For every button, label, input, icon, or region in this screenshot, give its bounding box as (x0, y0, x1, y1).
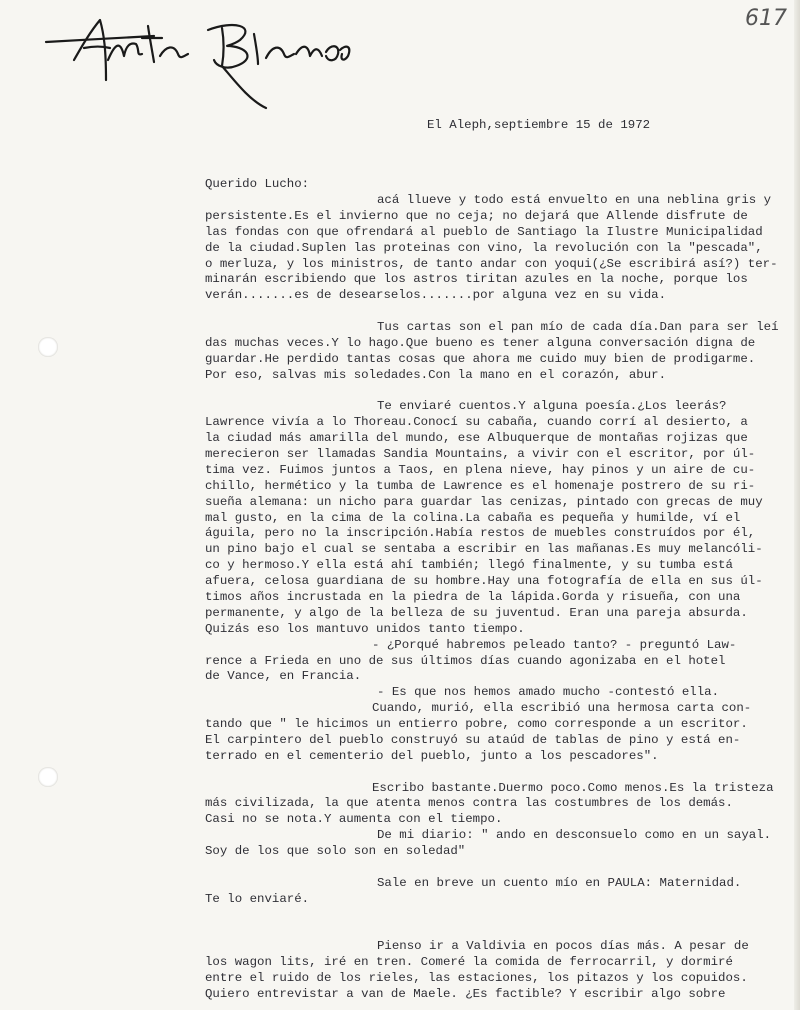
letter-line: Pienso ir a Valdivia en pocos días más. A pesar de (377, 939, 749, 954)
letter-line: El carpintero del pueblo construyó su ataúd de tablas de pino y está en- (205, 732, 741, 747)
letter-line: Te enviaré cuentos.Y alguna poesía.¿Los leerás? (377, 399, 727, 414)
letter-line: co y hermoso.Y ella está ahí también; llegó finalmente, y su tumba está (205, 558, 733, 573)
letter-line: Lawrence vivía a lo Thoreau.Conocí su cabaña, cuando corrí al desierto, a (205, 415, 748, 430)
letter-line: Por eso, salvas mis soledades.Con la mano en el corazón, abur. (205, 367, 667, 382)
binder-hole-bottom (38, 767, 58, 787)
letter-line: de Vance, en Francia. (205, 669, 362, 684)
letter-line: de la ciudad.Suplen las proteinas con vino, la revolución con la "pescada", (205, 240, 763, 255)
letter-line: Quizás eso los mantuvo unidos tanto tiempo. (205, 621, 525, 636)
letter-line: águila, pero no la inscripción.Había restos de muebles construídos por él, (205, 526, 756, 541)
letter-line: entre el ruido de los rieles, las estaciones, los pitazos y los copuidos. (205, 971, 748, 986)
letter-line: Sale en breve un cuento mío en PAULA: Maternidad. (377, 875, 742, 890)
page-number: 617 (745, 6, 787, 31)
letter-line: tando que " le hicimos un entierro pobre, como corresponde a un escritor. (205, 717, 748, 732)
letter-line: mal gusto, en la cima de la colina.La cabaña es pequeña y humilde, ví el (205, 510, 741, 525)
letter-line: más civilizada, la que atenta menos contra las costumbres de los demás. (205, 796, 733, 811)
letter-line: - ¿Porqué habremos peleado tanto? - preguntó Law- (372, 637, 737, 652)
letter-line: afuera, celosa guardiana de su hombre.Hay una fotografía de ella en sus úl- (205, 574, 763, 589)
letter-line: Quiero entrevistar a van de Maele. ¿Es factible? Y escribir algo sobre (205, 987, 726, 1001)
letter-line: - Es que nos hemos amado mucho -contestó ella. (377, 685, 720, 700)
letter-line: la ciudad más amarilla del mundo, ese Albuquerque de montañas rojizas que (205, 431, 748, 446)
letter-line: sueña alemana: un nicho para guardar las cenizas, pintado con grecas de muy (205, 494, 763, 509)
letter-line: terrado en el cementerio del pueblo, junto a los pescadores". (205, 748, 659, 763)
letter-line: chillo, hermético y la tumba de Lawrence es el homenaje postrero de su ri- (205, 478, 756, 493)
letter-line: Cuando, murió, ella escribió una hermosa carta con- (372, 701, 752, 716)
letter-line: guardar.He perdido tantas cosas que ahora me cuido muy bien de prodigarme. (205, 351, 756, 366)
letter-line: timos años incrustada en la piedra de la lápida.Gorda y risueña, con una (205, 590, 741, 604)
letter-line: Tus cartas son el pan mío de cada día.Dan para ser leí (377, 320, 779, 335)
letter-line: Te lo enviaré. (205, 891, 310, 906)
letter-line: los wagon lits, iré en tren. Comeré la comida de ferrocarril, y dormiré (205, 955, 733, 970)
letter-line: o merluza, y los ministros, de tanto andar con yoqui(¿Se escribirá así?) ter- (205, 256, 778, 271)
letter-line: das muchas veces.Y lo hago.Que bueno es tener alguna conversación digna de (205, 335, 756, 350)
letter-line: persistente.Es el invierno que no ceja; no dejará que Allende disfrute de (205, 208, 748, 223)
handwritten-signature (44, 10, 354, 110)
salutation: Querido Lucho: (205, 177, 310, 191)
letter-line: De mi diario: " ando en desconsuelo como en un sayal. (377, 828, 772, 843)
letter-line: rence a Frieda en uno de sus últimos días cuando agonizaba en el hotel (205, 653, 726, 668)
letter-line: Soy de los que solo son en soledad" (205, 844, 466, 859)
letter-line: Casi no se nota.Y aumenta con el tiempo. (205, 812, 503, 827)
letter-line: merecieron ser llamadas Sandia Mountains, a vivir con el escritor, por úl- (205, 447, 756, 462)
binder-hole-top (38, 337, 58, 357)
letter-line: verán.......es de desearselos.......por alguna vez en su vida. (205, 288, 667, 303)
letter-line: un pino bajo el cual se sentaba a escribir en las mañanas.Es muy melancóli- (205, 542, 763, 557)
letter-line: Escribo bastante.Duermo poco.Como menos.Es la tristeza (372, 780, 774, 795)
letter-line: minarán escribiendo que los astros tiritan azules en la noche, porque los (205, 272, 748, 287)
letter-line: las fondas con que ofrendará al pueblo de Santiago la Ilustre Municipalidad (205, 224, 763, 239)
letter-line: tima vez. Fuimos juntos a Taos, en plena nieve, hay pinos y un aire de cu- (205, 462, 756, 477)
paper-edge (794, 0, 800, 1010)
letter-line: acá llueve y todo está envuelto en una neblina gris y (377, 193, 772, 207)
date-line: El Aleph,septiembre 15 de 1972 (427, 118, 651, 132)
letter-line: permanente, y algo de la belleza de su juventud. Eran una pareja absurda. (205, 605, 748, 620)
